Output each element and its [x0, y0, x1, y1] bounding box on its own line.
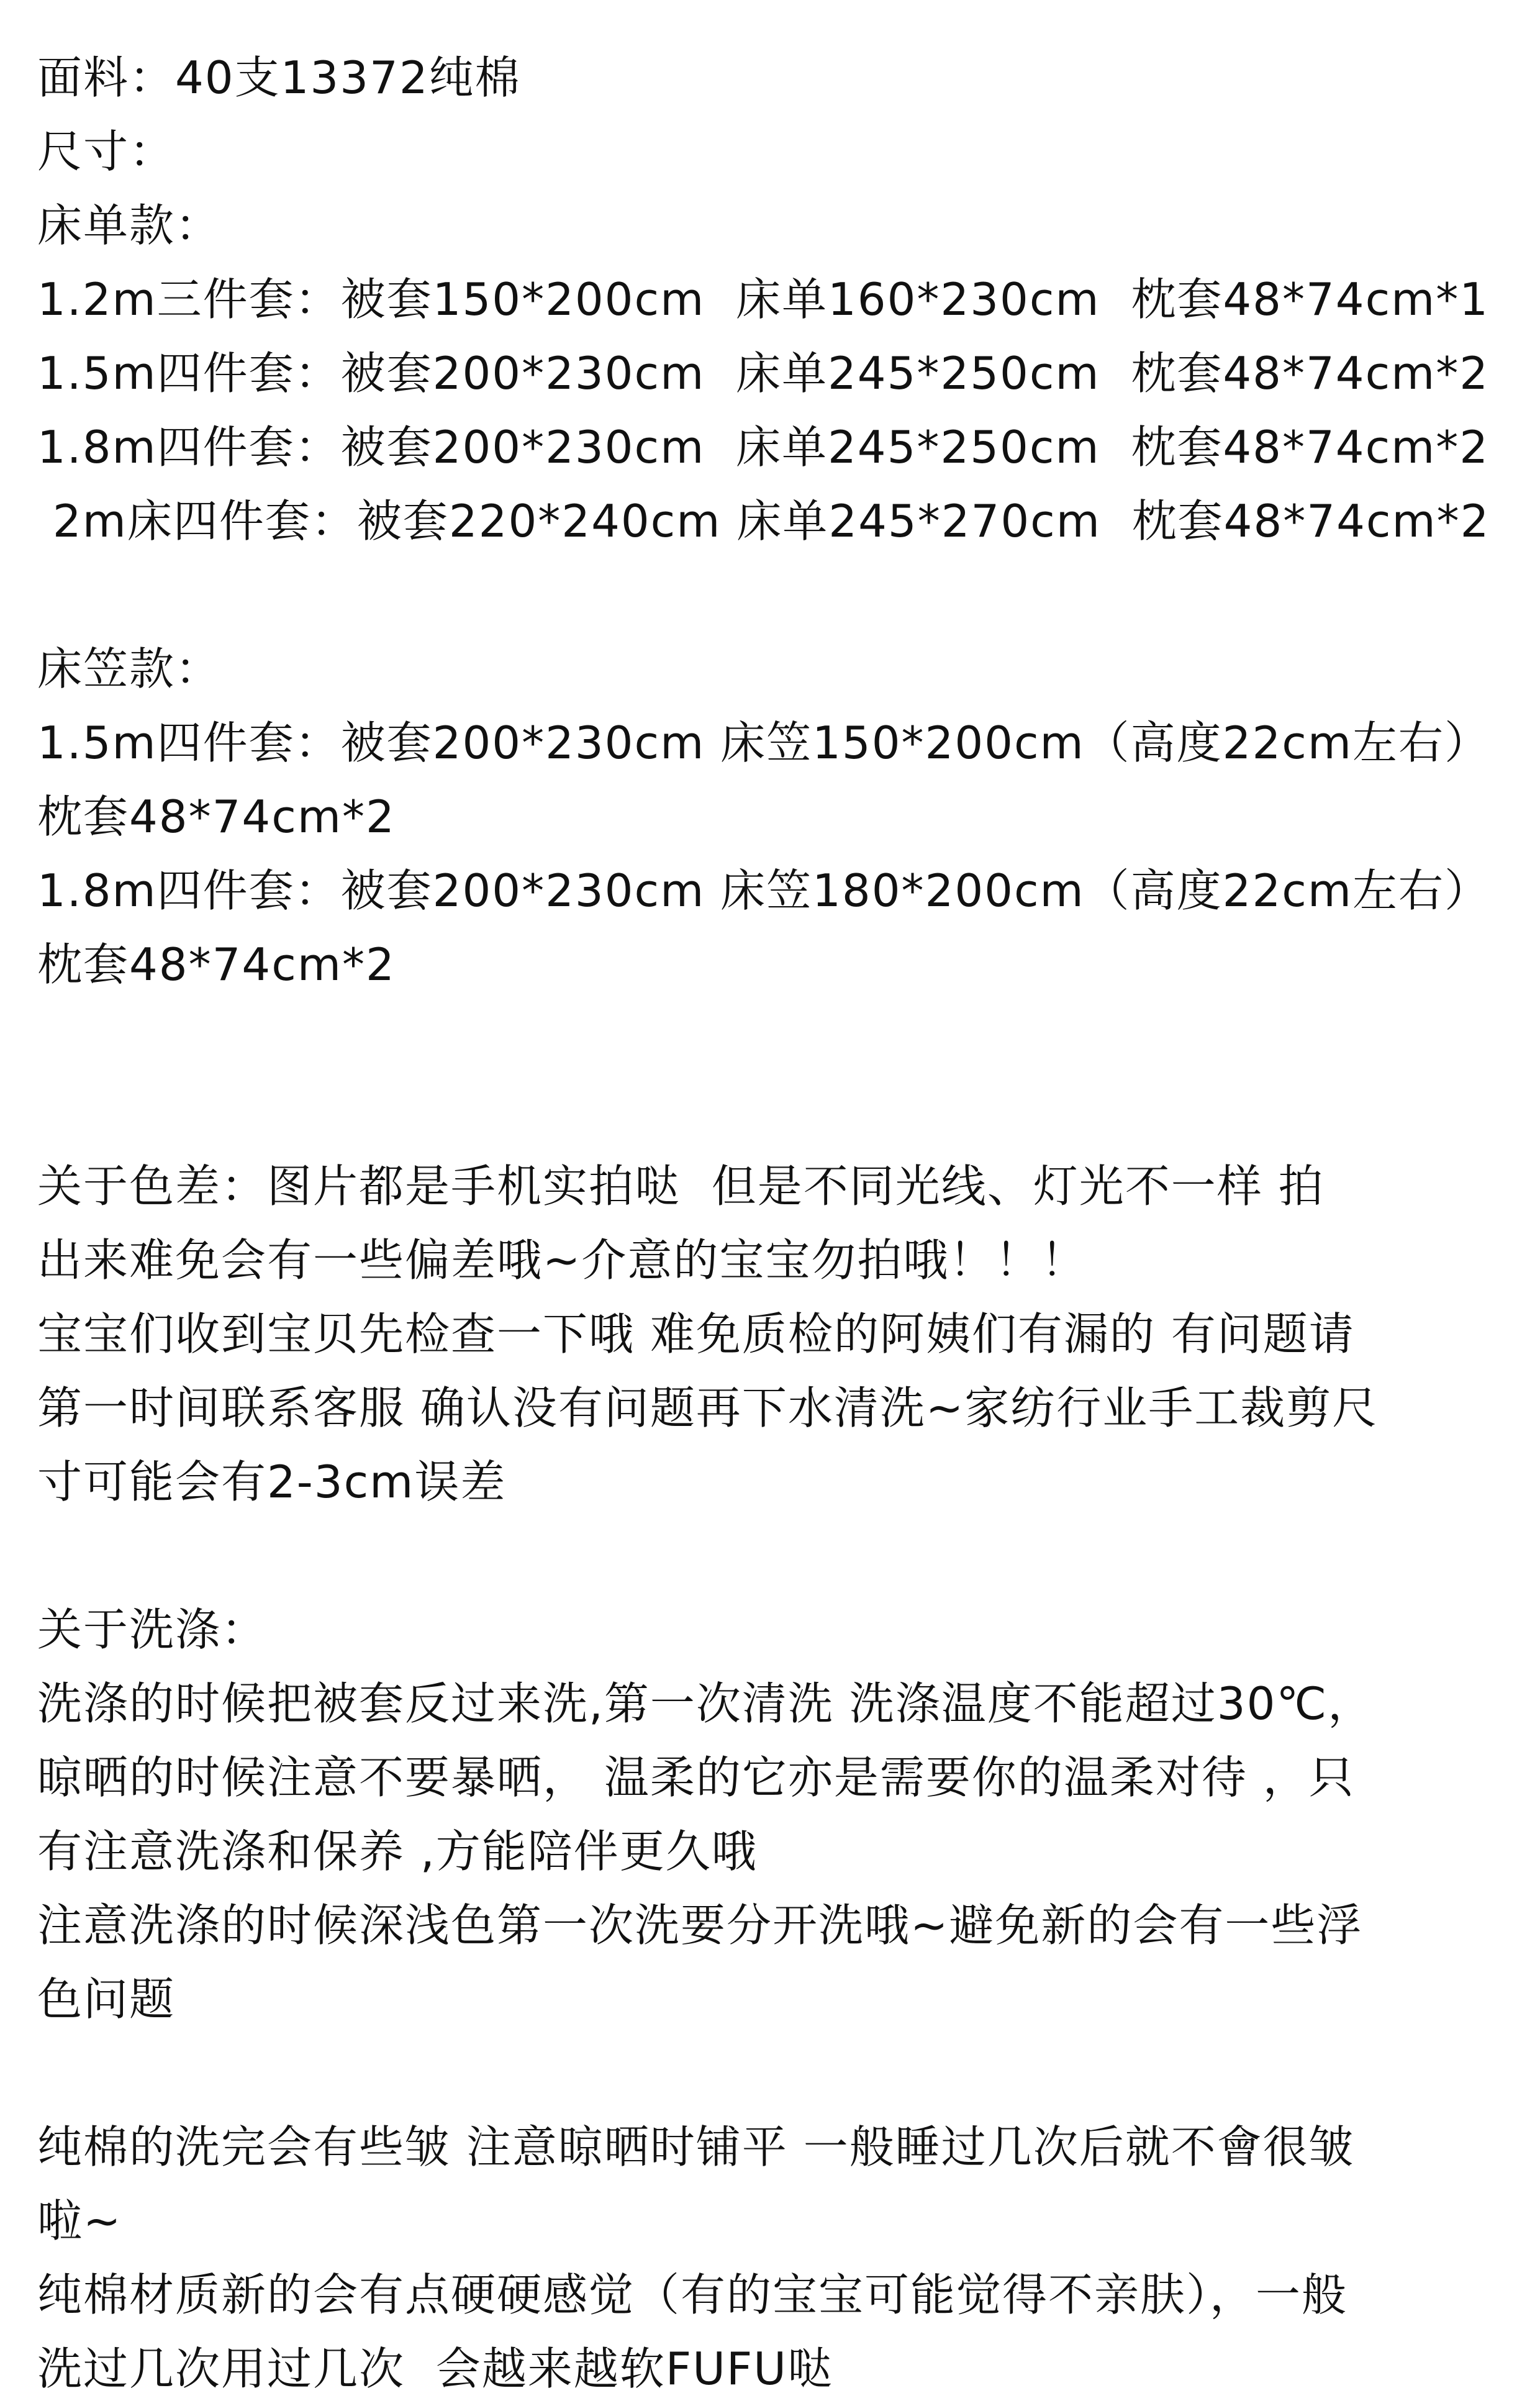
color-note-line: 出来难免会有一些偏差哦~介意的宝宝勿拍哦！！！: [37, 1234, 1087, 1286]
fitted-sheet-size-line: 1.5m四件套：被套200*230cm 床笠150*200cm（高度22cm左右）: [37, 717, 1491, 769]
washing-line: 洗涤的时候把被套反过来洗,第一次清洗 洗涤温度不能超过30℃，: [37, 1677, 1374, 1730]
fitted-sheet-size-line: 枕套48*74cm*2: [37, 938, 396, 991]
cotton-note-line: 洗过几次用过几次 会越来越软FUFU哒: [37, 2343, 834, 2395]
washing-line: 注意洗涤的时候深浅色第一次洗要分开洗哦~避免新的会有一些浮: [37, 1899, 1363, 1951]
spacer: [37, 1519, 1509, 1593]
cotton-note-line: 纯棉材质新的会有点硬硬感觉（有的宝宝可能觉得不亲肤），一般: [37, 2269, 1348, 2321]
fitted-sheet-heading: 床笠款：: [37, 643, 222, 695]
color-note-line: 关于色差：图片都是手机实拍哒 但是不同光线、灯光不一样 拍: [37, 1160, 1325, 1212]
product-description-document: [37, 41, 1509, 2406]
washing-line: 有注意洗涤和保养 ,方能陪伴更久哦: [37, 1825, 758, 1877]
spacer: [37, 1002, 1509, 1150]
color-note-line: 寸可能会有2-3cm误差: [37, 1456, 507, 1508]
color-note-line: 第一时间联系客服 确认没有问题再下水清洗~家纺行业手工裁剪尺: [37, 1382, 1379, 1434]
flat-sheet-size-line: 1.8m四件套：被套200*230cm 床单245*250cm 枕套48*74cm*2: [37, 421, 1490, 473]
fabric-line: 面料：40支13372纯棉: [37, 52, 521, 104]
fitted-sheet-size-line: 1.8m四件套：被套200*230cm 床笠180*200cm（高度22cm左右）: [37, 865, 1491, 917]
cotton-note-line: 纯棉的洗完会有些皱 注意晾晒时铺平 一般睡过几次后就不會很皱: [37, 2121, 1355, 2173]
cotton-note-line: 啦~: [37, 2195, 122, 2247]
flat-sheet-size-line: 1.2m三件套：被套150*200cm 床单160*230cm 枕套48*74cm*1: [37, 273, 1490, 325]
fitted-sheet-size-line: 枕套48*74cm*2: [37, 791, 396, 843]
color-note-line: 宝宝们收到宝贝先检查一下哦 难免质检的阿姨们有漏的 有问题请: [37, 1308, 1355, 1360]
washing-line: 晾晒的时候注意不要暴晒， 温柔的它亦是需要你的温柔对待 ，只: [37, 1751, 1355, 1804]
washing-heading: 关于洗涤：: [37, 1604, 268, 1656]
size-heading: 尺寸：: [37, 125, 176, 178]
spacer: [37, 2036, 1509, 2110]
flat-sheet-heading: 床单款：: [37, 199, 222, 252]
washing-line: 色问题: [37, 1973, 176, 2025]
spacer: [37, 558, 1509, 632]
flat-sheet-size-line: 2m床四件套：被套220*240cm 床单245*270cm 枕套48*74cm*2: [37, 495, 1490, 547]
flat-sheet-size-line: 1.5m四件套：被套200*230cm 床单245*250cm 枕套48*74cm*2: [37, 347, 1490, 399]
